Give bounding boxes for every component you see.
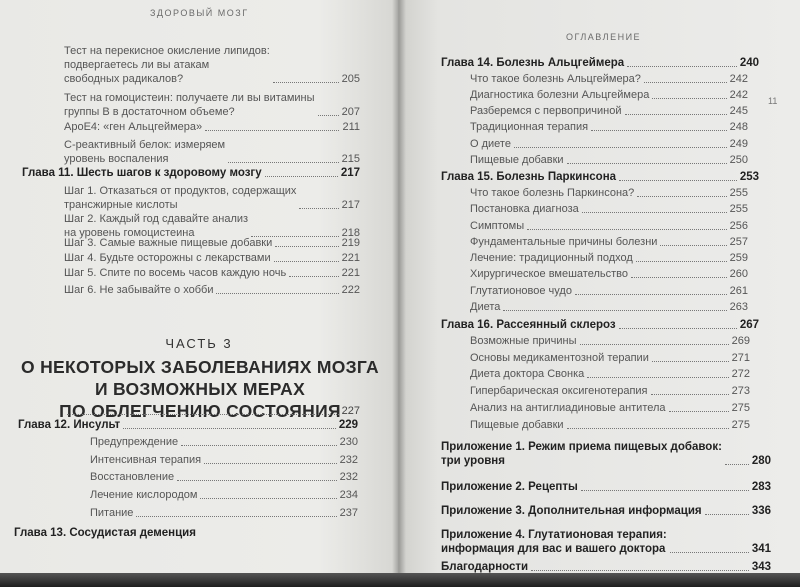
- toc-entry: Возможные причины 269: [470, 335, 750, 347]
- toc-entry: Шаг 4. Будьте осторожны с лекарствами 221: [64, 252, 360, 264]
- toc-entry: Глутатионовое чудо 261: [470, 285, 748, 297]
- toc-entry: Тест на гомоцистеин: получаете ли вы витамины группы В в достаточном объеме? 207: [64, 92, 360, 118]
- toc-entry: Пищевые добавки 250: [470, 154, 748, 166]
- toc-appendix: Приложение 2. Рецепты 283: [441, 481, 771, 493]
- toc-chapter: Глава 16. Рассеянный склероз 267: [441, 319, 759, 331]
- toc-entry: Предупреждение 230: [90, 436, 358, 448]
- toc-entry: Восстановление 232: [90, 471, 358, 483]
- toc-chapter: Глава 11. Шесть шагов к здоровому мозгу 217: [22, 167, 360, 179]
- toc-chapter: Глава 14. Болезнь Альцгеймера 240: [441, 57, 759, 69]
- toc-entry: Шаг 1. Отказаться от продуктов, содержащих трансжирные кислоты 217: [64, 185, 360, 211]
- toc-entry: Шаг 3. Самые важные пищевые добавки 219: [64, 237, 360, 249]
- toc-appendix: Приложение 4. Глутатионовая терапия: информация для вас и вашего доктора 341: [441, 529, 771, 555]
- page-number: 11: [768, 96, 778, 106]
- toc-entry: Разберемся с первопричиной 245: [470, 105, 748, 117]
- toc-chapter: Глава 12. Инсульт 229: [18, 419, 358, 431]
- toc-entry-acknowledgements: Благодарности 343: [441, 561, 771, 573]
- toc-entry: Шаг 5. Спите по восемь часов каждую ночь 221: [64, 267, 360, 279]
- toc-entry: Хирургическое вмешательство 260: [470, 268, 748, 280]
- right-page: [398, 0, 800, 587]
- toc-appendix: Приложение 3. Дополнительная информация 336: [441, 505, 771, 517]
- toc-entry: Фундаментальные причины болезни 257: [470, 236, 748, 248]
- running-head: ОГЛАВЛЕНИЕ: [566, 32, 642, 42]
- toc-entry: Постановка диагноза 255: [470, 203, 748, 215]
- book-gutter: [392, 0, 406, 587]
- part-label: ЧАСТЬ 3: [165, 336, 233, 351]
- toc-entry: Диагностика болезни Альцгеймера 242: [470, 89, 748, 101]
- toc-entry: АроЕ4: «ген Альцгеймера» 211: [64, 121, 360, 133]
- toc-entry: О диете 249: [470, 138, 748, 150]
- toc-entry: Основы медикаментозной терапии 271: [470, 352, 750, 364]
- toc-entry: Лечение кислородом 234: [90, 489, 358, 501]
- toc-entry: Пищевые добавки 275: [470, 419, 750, 431]
- toc-entry: Традиционная терапия 248: [470, 121, 748, 133]
- toc-entry: Что такое болезнь Альцгеймера? 242: [470, 73, 748, 85]
- toc-entry: Диета 263: [470, 301, 748, 313]
- toc-entry: Интенсивная терапия 232: [90, 454, 358, 466]
- toc-entry: Лечение: традиционный подход 259: [470, 252, 748, 264]
- toc-entry: Шаг 6. Не забывайте о хобби 222: [64, 284, 360, 296]
- toc-entry: С-реактивный белок: измеряем уровень воспаления 215: [64, 139, 360, 165]
- toc-chapter: Глава 13. Сосудистая деменция: [14, 527, 196, 539]
- toc-entry: Питание 237: [90, 507, 358, 519]
- toc-entry: Симптомы 256: [470, 220, 748, 232]
- toc-entry: Гипербарическая оксигенотерапия 273: [470, 385, 750, 397]
- toc-entry: Шаг 2. Каждый год сдавайте анализ на уровень гомоцистеина 218: [64, 213, 360, 239]
- part-page-entry: 227: [64, 404, 360, 418]
- toc-entry: Анализ на антиглиадиновые антитела 275: [470, 402, 750, 414]
- part-title: О НЕКОТОРЫХ ЗАБОЛЕВАНИЯХ МОЗГА И ВОЗМОЖНЫХ МЕРАХ ПО ОБЛЕГЧЕНИЮ СОСТОЯНИЯ: [21, 357, 379, 421]
- toc-entry: Тест на перекисное окисление липидов: подвергаетесь ли вы атакам свободных радикалов? 205: [64, 45, 360, 85]
- running-head: ЗДОРОВЫЙ МОЗГ: [150, 8, 249, 18]
- left-page: [0, 0, 398, 587]
- toc-entry: Что такое болезнь Паркинсона? 255: [470, 187, 748, 199]
- toc-entry: Диета доктора Свонка 272: [470, 368, 750, 380]
- page-edge: [0, 573, 800, 587]
- toc-chapter: Глава 15. Болезнь Паркинсона 253: [441, 171, 759, 183]
- toc-appendix: Приложение 1. Режим приема пищевых добавок: три уровня 280: [441, 441, 771, 467]
